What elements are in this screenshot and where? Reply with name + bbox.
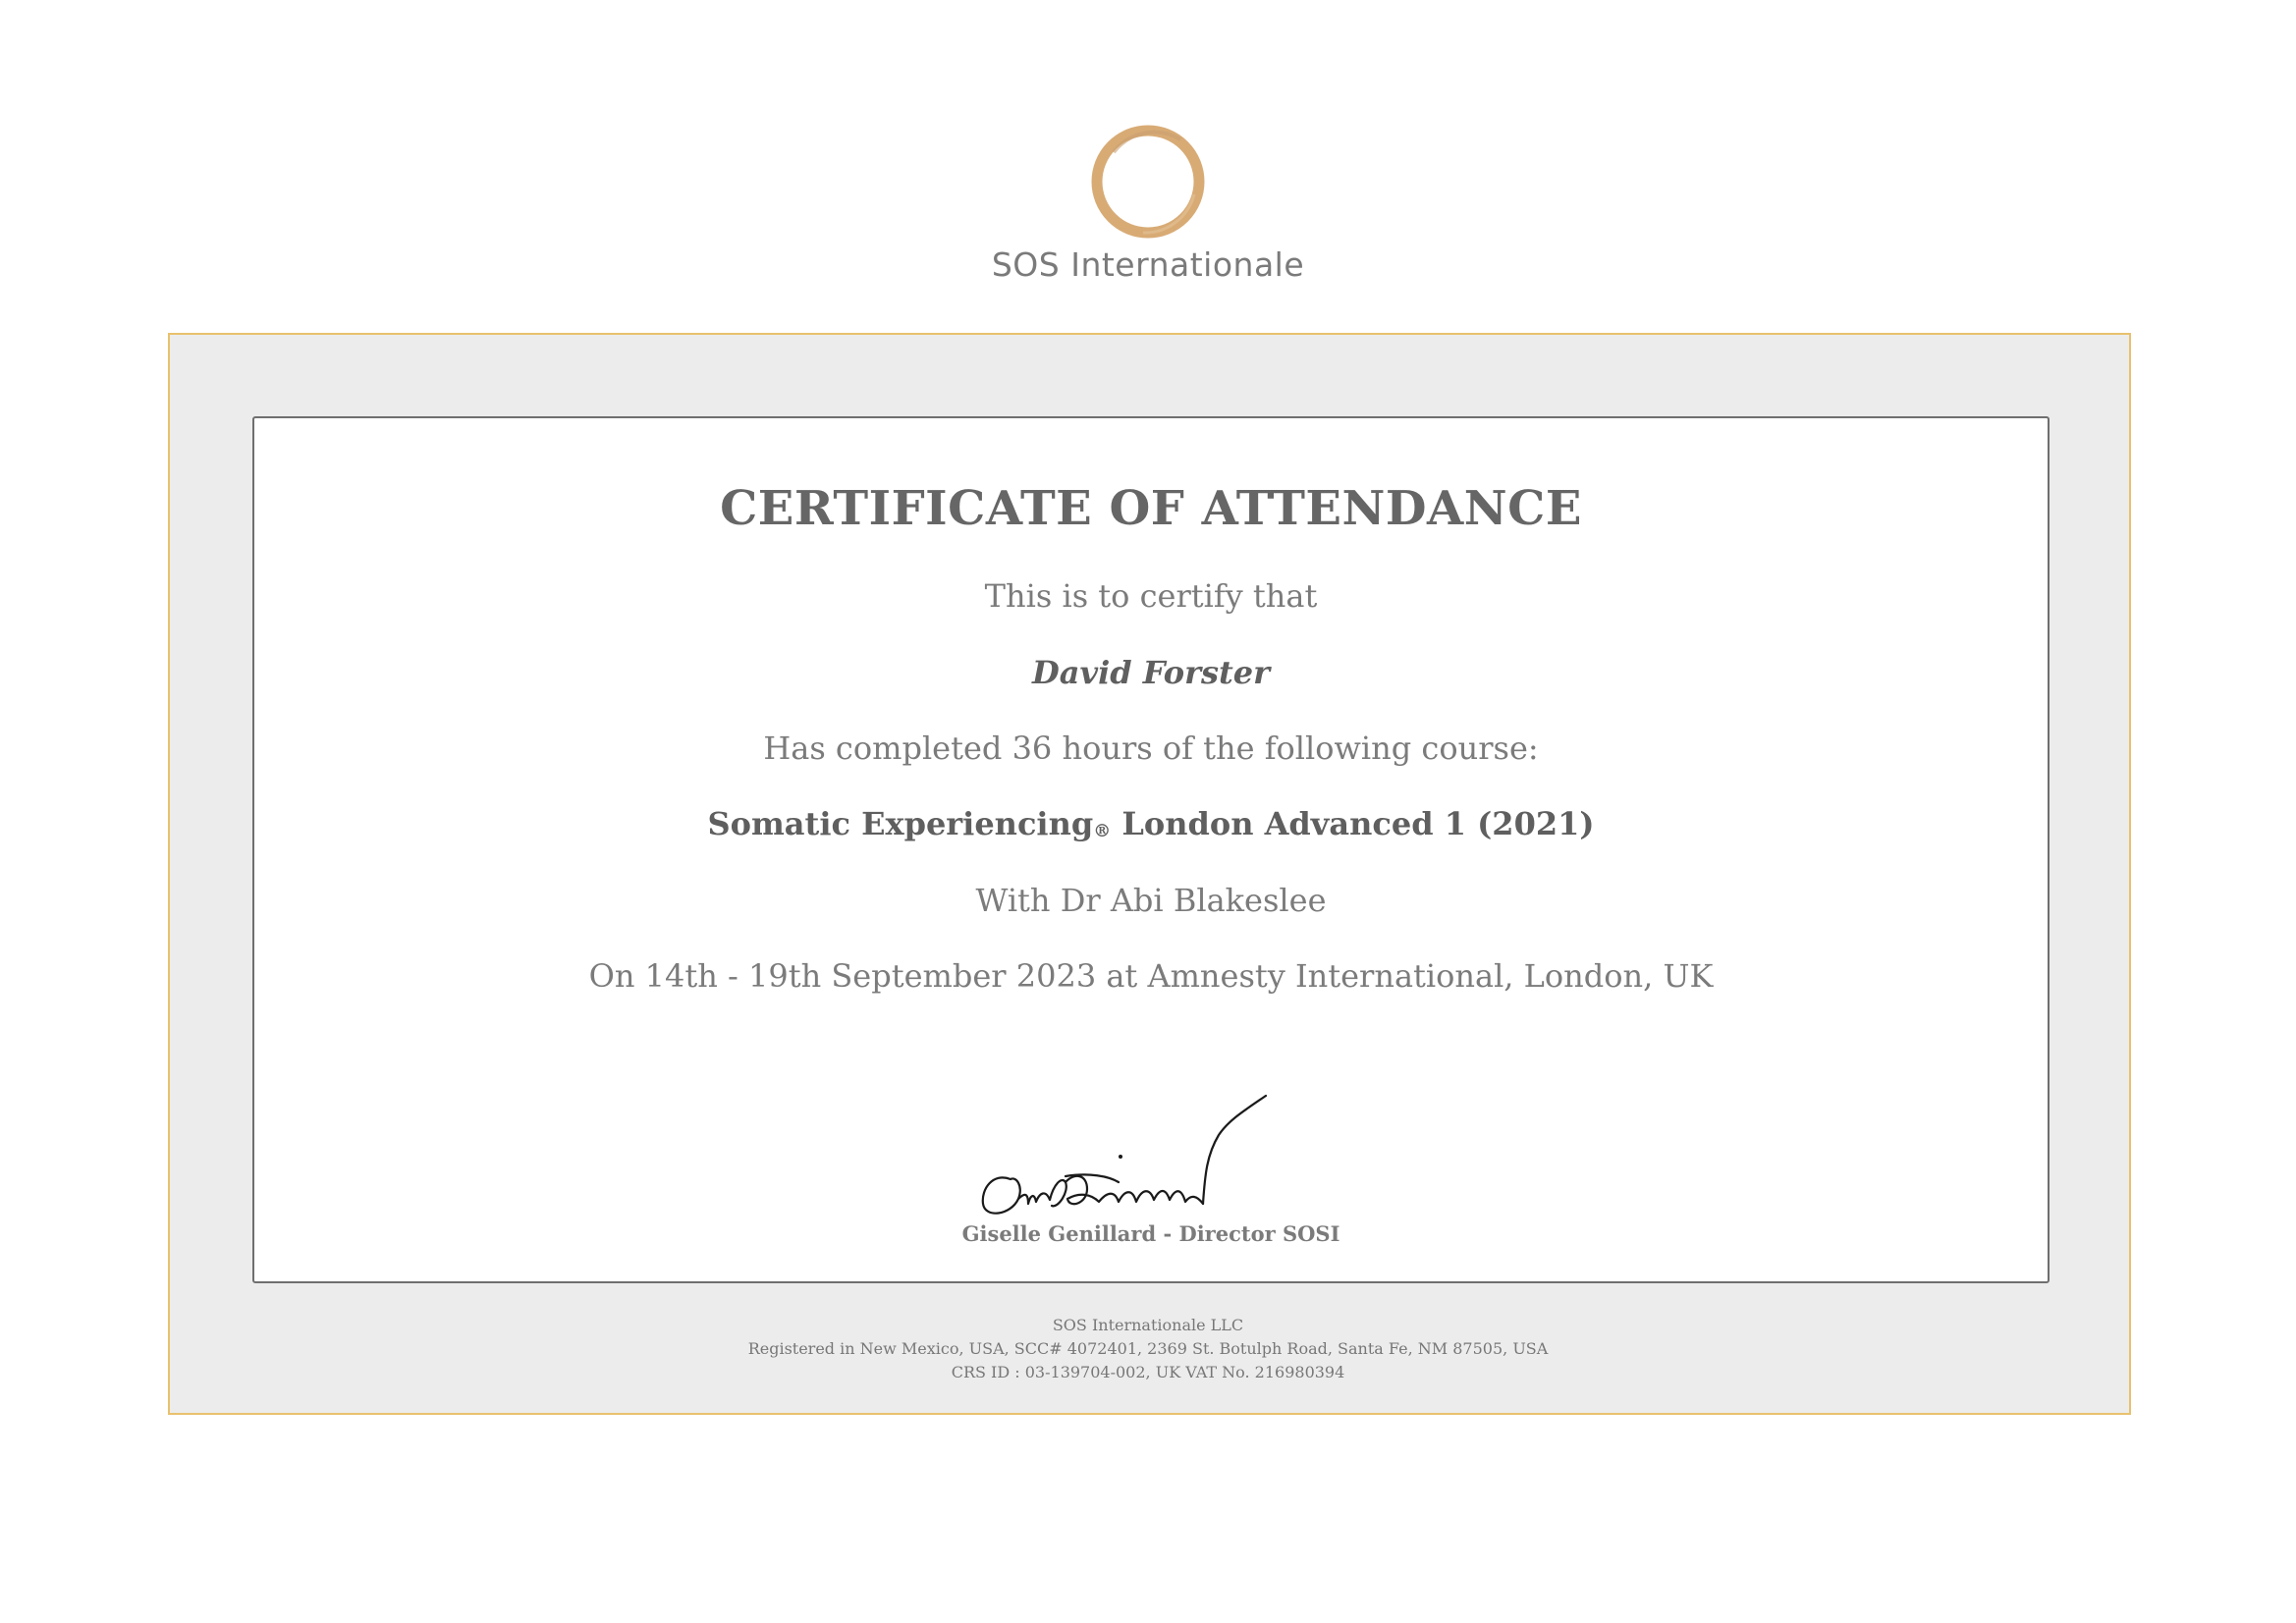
completion-line: Has completed 36 hours of the following course: (763, 730, 1539, 767)
signatory-name: Giselle Genillard - Director SOSI (961, 1221, 1340, 1246)
course-name: Somatic Experiencing (707, 805, 1094, 842)
footer-ids: CRS ID : 03-139704-002, UK VAT No. 216980394 (951, 1363, 1345, 1381)
date-location-line: On 14th - 19th September 2023 at Amnesty International, London, UK (588, 957, 1714, 995)
instructor-line: With Dr Abi Blakeslee (975, 882, 1327, 919)
footer (0, 1314, 2296, 1384)
course-detail: London Advanced 1 (2021) (1111, 805, 1595, 842)
recipient-name: David Forster (1032, 654, 1270, 691)
registered-mark: ® (1093, 821, 1112, 841)
footer-company: SOS Internationale LLC (1052, 1316, 1244, 1334)
certificate-card (252, 416, 2050, 1283)
ring-logo-icon (1084, 118, 1212, 245)
brand-logo (0, 118, 2296, 284)
footer-registration: Registered in New Mexico, USA, SCC# 4072401, 2369 St. Botulph Road, Santa Fe, NM 87505, USA (747, 1339, 1549, 1358)
handwritten-signature (971, 1066, 1335, 1223)
certify-line: This is to certify that (984, 577, 1318, 615)
certificate-title: CERTIFICATE OF ATTENDANCE (720, 481, 1582, 536)
brand-name: SOS Internationale (991, 245, 1305, 284)
course-title (254, 805, 2048, 842)
